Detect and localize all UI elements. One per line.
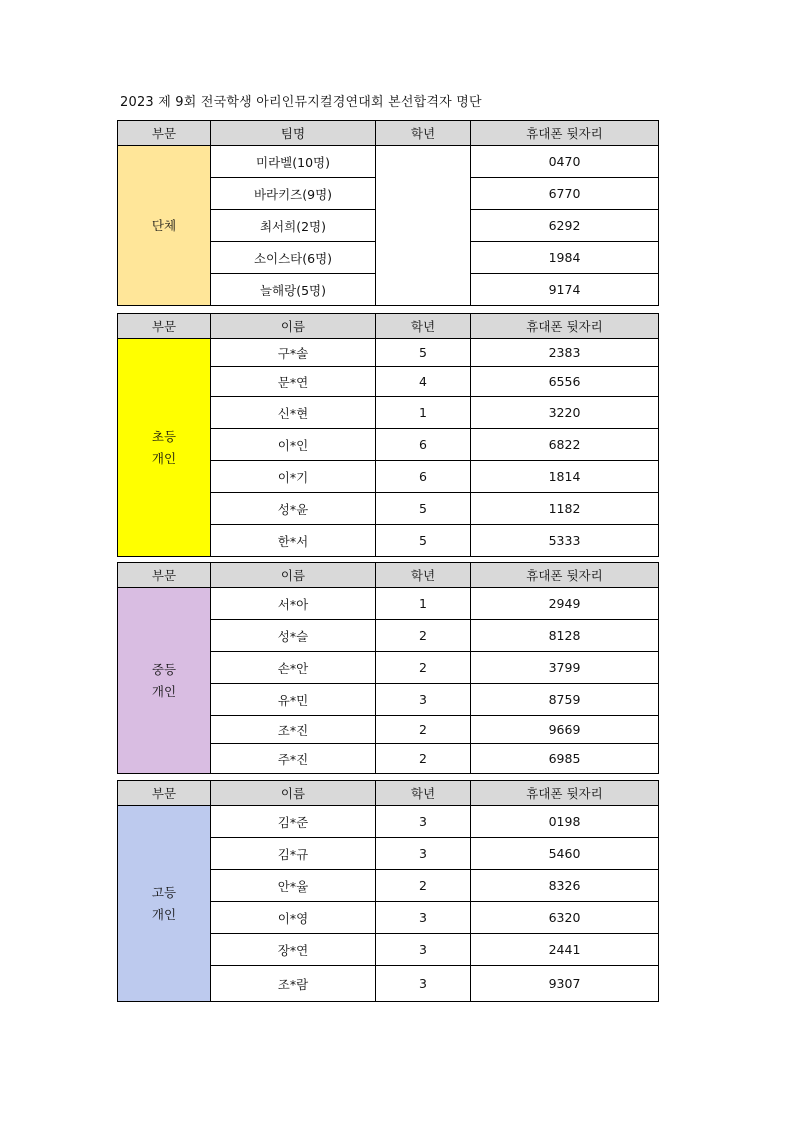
grade-cell: 2	[376, 744, 471, 774]
phone-cell: 9307	[471, 966, 659, 1002]
phone-cell: 5333	[471, 525, 659, 557]
category-label: 개인	[151, 683, 177, 699]
column-header: 이름	[211, 781, 376, 806]
name-cell: 서*아	[211, 588, 376, 620]
name-cell: 한*서	[211, 525, 376, 557]
column-header: 학년	[376, 314, 471, 339]
grade-cell: 5	[376, 493, 471, 525]
name-cell: 이*인	[211, 429, 376, 461]
name-cell: 김*규	[211, 838, 376, 870]
header-row	[118, 314, 659, 339]
grade-cell: 6	[376, 461, 471, 493]
phone-cell: 8128	[471, 620, 659, 652]
phone-cell: 6822	[471, 429, 659, 461]
phone-cell: 6770	[471, 178, 659, 210]
phone-cell: 2441	[471, 934, 659, 966]
name-cell: 유*민	[211, 684, 376, 716]
grade-cell: 3	[376, 934, 471, 966]
name-cell: 이*영	[211, 902, 376, 934]
category-label: 중등	[151, 661, 177, 677]
phone-cell: 3220	[471, 397, 659, 429]
phone-cell: 9669	[471, 716, 659, 744]
category-label: 개인	[151, 450, 177, 466]
grade-cell: 2	[376, 620, 471, 652]
category-label: 초등	[151, 428, 177, 444]
phone-cell: 3799	[471, 652, 659, 684]
category-cell	[118, 588, 211, 774]
name-cell: 조*람	[211, 966, 376, 1002]
grade-cell: 5	[376, 339, 471, 367]
table-row	[118, 339, 659, 367]
name-cell: 성*윤	[211, 493, 376, 525]
category-cell	[118, 806, 211, 1002]
category-cell	[118, 146, 211, 306]
grade-cell: 3	[376, 684, 471, 716]
header-row	[118, 781, 659, 806]
name-cell: 안*율	[211, 870, 376, 902]
name-cell: 성*슬	[211, 620, 376, 652]
grade-cell: 2	[376, 652, 471, 684]
category-label: 단체	[151, 217, 177, 233]
name-cell: 미라벨(10명)	[211, 146, 376, 178]
name-cell: 김*준	[211, 806, 376, 838]
name-cell: 신*현	[211, 397, 376, 429]
phone-cell: 6985	[471, 744, 659, 774]
grade-cell: 3	[376, 902, 471, 934]
header-row	[118, 121, 659, 146]
name-cell: 문*연	[211, 367, 376, 397]
phone-cell: 1182	[471, 493, 659, 525]
phone-cell: 2383	[471, 339, 659, 367]
column-header: 휴대폰 뒷자리	[471, 781, 659, 806]
section-table	[117, 780, 659, 1002]
category-label: 고등	[151, 884, 177, 900]
name-cell: 손*안	[211, 652, 376, 684]
column-header: 휴대폰 뒷자리	[471, 563, 659, 588]
phone-cell: 6320	[471, 902, 659, 934]
header-row	[118, 563, 659, 588]
name-cell: 조*진	[211, 716, 376, 744]
grade-cell: 2	[376, 716, 471, 744]
phone-cell: 0198	[471, 806, 659, 838]
name-cell: 최서희(2명)	[211, 210, 376, 242]
phone-cell: 6556	[471, 367, 659, 397]
column-header: 팀명	[211, 121, 376, 146]
name-cell: 장*연	[211, 934, 376, 966]
grade-cell: 2	[376, 870, 471, 902]
grade-cell: 1	[376, 397, 471, 429]
name-cell: 이*기	[211, 461, 376, 493]
column-header: 학년	[376, 781, 471, 806]
grade-cell: 1	[376, 588, 471, 620]
name-cell: 소이스타(6명)	[211, 242, 376, 274]
name-cell: 바라키즈(9명)	[211, 178, 376, 210]
table-row	[118, 806, 659, 838]
phone-cell: 6292	[471, 210, 659, 242]
column-header: 부문	[118, 121, 211, 146]
section-table	[117, 562, 659, 774]
column-header: 부문	[118, 314, 211, 339]
column-header: 부문	[118, 563, 211, 588]
phone-cell: 5460	[471, 838, 659, 870]
phone-cell: 2949	[471, 588, 659, 620]
column-header: 이름	[211, 563, 376, 588]
name-cell: 늘해랑(5명)	[211, 274, 376, 306]
column-header: 휴대폰 뒷자리	[471, 314, 659, 339]
phone-cell: 9174	[471, 274, 659, 306]
table-row	[118, 588, 659, 620]
column-header: 학년	[376, 121, 471, 146]
phone-cell: 1814	[471, 461, 659, 493]
name-cell: 주*진	[211, 744, 376, 774]
column-header: 학년	[376, 563, 471, 588]
category-cell	[118, 339, 211, 557]
grade-cell: 3	[376, 806, 471, 838]
category-label: 개인	[151, 906, 177, 922]
phone-cell: 8759	[471, 684, 659, 716]
name-cell: 구*솔	[211, 339, 376, 367]
grade-cell: 3	[376, 966, 471, 1002]
column-header: 휴대폰 뒷자리	[471, 121, 659, 146]
section-table	[117, 313, 659, 557]
phone-cell: 0470	[471, 146, 659, 178]
phone-cell: 8326	[471, 870, 659, 902]
section-table	[117, 120, 659, 306]
phone-cell: 1984	[471, 242, 659, 274]
grade-cell: 3	[376, 838, 471, 870]
table-row	[118, 146, 659, 178]
page-title: 2023 제 9회 전국학생 아리인뮤지컬경연대회 본선합격자 명단	[120, 95, 482, 110]
column-header: 이름	[211, 314, 376, 339]
grade-cell: 4	[376, 367, 471, 397]
grade-cell: 5	[376, 525, 471, 557]
grade-cell: 6	[376, 429, 471, 461]
grade-cell	[376, 146, 471, 306]
column-header: 부문	[118, 781, 211, 806]
